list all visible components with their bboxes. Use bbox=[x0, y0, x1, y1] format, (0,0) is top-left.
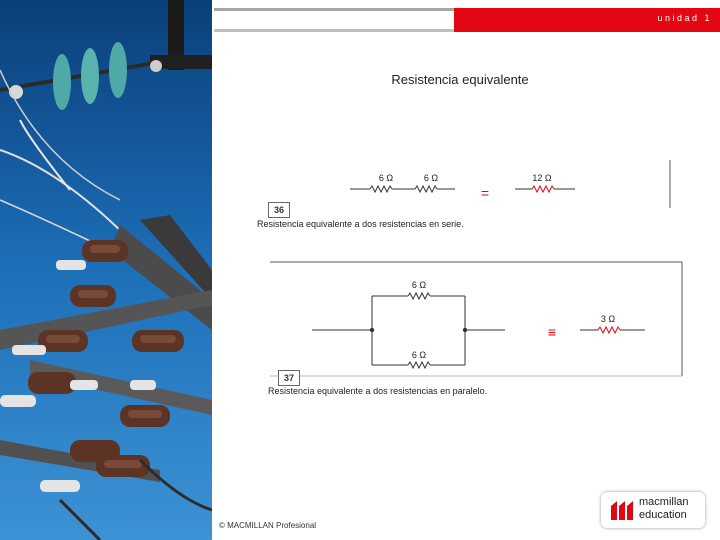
unit-label: unidad 1 bbox=[657, 13, 712, 23]
series-r2-label: 6 Ω bbox=[423, 173, 439, 183]
parallel-circuit bbox=[270, 262, 682, 376]
macmillan-logo-icon bbox=[609, 498, 635, 522]
header-rule-top bbox=[214, 8, 454, 11]
resistor-symbol bbox=[598, 327, 620, 333]
parallel-equiv-sign: ≡ bbox=[547, 324, 557, 340]
series-r1-label: 6 Ω bbox=[378, 173, 394, 183]
series-circuit bbox=[350, 160, 670, 208]
figure-37-caption: Resistencia equivalente a dos resistencias en paralelo. bbox=[268, 386, 488, 396]
figures-area bbox=[250, 150, 690, 405]
resistor-symbol bbox=[408, 293, 430, 299]
series-equals-sign: = bbox=[480, 185, 490, 201]
macmillan-education-logo bbox=[601, 492, 705, 528]
figure-36-caption: Resistencia equivalente a dos resistencias en serie. bbox=[257, 219, 464, 229]
slide-title: Resistencia equivalente bbox=[391, 72, 529, 87]
logo-text-line1: macmillan bbox=[639, 496, 689, 508]
parallel-req-label: 3 Ω bbox=[600, 314, 616, 324]
logo-text-line2: education bbox=[639, 509, 687, 521]
resistor-symbol bbox=[408, 362, 430, 368]
series-req-label: 12 Ω bbox=[532, 173, 552, 183]
header-rule-bottom bbox=[214, 29, 454, 32]
figure-37-number: 37 bbox=[278, 370, 300, 386]
parallel-r2-label: 6 Ω bbox=[411, 350, 427, 360]
figure-36-number: 36 bbox=[268, 202, 290, 218]
parallel-r1-label: 6 Ω bbox=[411, 280, 427, 290]
resistor-symbol bbox=[415, 186, 437, 192]
power-line-photo bbox=[0, 0, 212, 540]
resistor-symbol bbox=[370, 186, 392, 192]
circuit-diagrams bbox=[250, 150, 690, 400]
unit-banner bbox=[454, 8, 720, 32]
resistor-symbol bbox=[532, 186, 554, 192]
copyright-text: © MACMILLAN Profesional bbox=[219, 521, 317, 530]
